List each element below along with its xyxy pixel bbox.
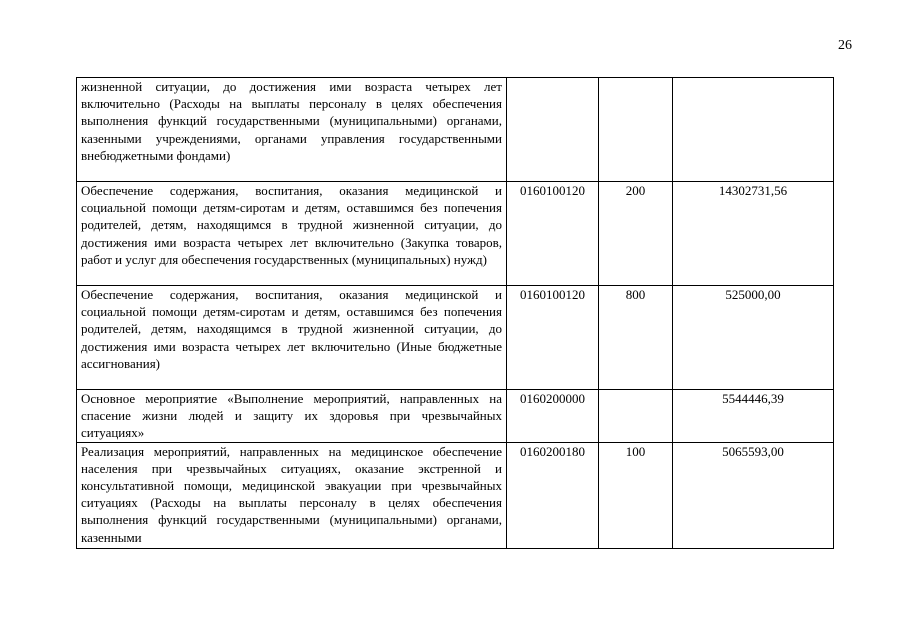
row-csr-cell: 0160200180 xyxy=(507,442,599,548)
row-name-cell: Основное мероприятие «Выполнение мероприятий, направленных на спасение жизни людей и защиту их здоровья при чрезвычайных ситуациях» xyxy=(77,390,507,443)
table-row xyxy=(77,78,834,182)
row-vr-cell: 800 xyxy=(599,286,673,390)
row-name-cell: Обеспечение содержания, воспитания, оказания медицинской и социальной помощи детям-сиротам и детям, оставшимся без попечения родителей, детям, находящимся в трудной жизненной ситуации, до достижения ими возраста четырех лет включительно (Иные бюджетные ассигнования) xyxy=(77,286,507,390)
row-name-cell: Реализация мероприятий, направленных на медицинское обеспечение населения при чрезвычайных ситуациях, оказание экстренной и консультативной помощи, медицинской эвакуации при чрезвычайных ситуациях (Расходы на выплаты персоналу в целях обеспечения выполнения функций государственными (муниципальными) органами, казенными xyxy=(77,442,507,548)
row-sum-cell: 14302731,56 xyxy=(673,182,834,286)
row-vr-cell xyxy=(599,390,673,443)
row-name-cell: жизненной ситуации, до достижения ими возраста четырех лет включительно (Расходы на выплаты персоналу в целях обеспечения выполнения функций государственными (муниципальными) органами, казенными учреждениями, органами управления государственными внебюджетными фондами) xyxy=(77,78,507,182)
row-csr-cell: 0160100120 xyxy=(507,182,599,286)
table-row xyxy=(77,442,834,548)
row-vr-cell: 200 xyxy=(599,182,673,286)
row-vr-cell xyxy=(599,78,673,182)
table-row xyxy=(77,390,834,443)
row-csr-cell: 0160200000 xyxy=(507,390,599,443)
budget-table xyxy=(76,77,834,549)
table-row xyxy=(77,286,834,390)
row-sum-cell: 525000,00 xyxy=(673,286,834,390)
row-csr-cell xyxy=(507,78,599,182)
row-sum-cell xyxy=(673,78,834,182)
row-vr-cell: 100 xyxy=(599,442,673,548)
table-row xyxy=(77,182,834,286)
row-sum-cell: 5065593,00 xyxy=(673,442,834,548)
page-number: 26 xyxy=(838,38,852,53)
row-name-cell: Обеспечение содержания, воспитания, оказания медицинской и социальной помощи детям-сиротам и детям, оставшимся без попечения родителей, детям, находящимся в трудной жизненной ситуации, до достижения ими возраста четырех лет включительно (Закупка товаров, работ и услуг для обеспечения государственных (муниципальных) нужд) xyxy=(77,182,507,286)
row-sum-cell: 5544446,39 xyxy=(673,390,834,443)
row-csr-cell: 0160100120 xyxy=(507,286,599,390)
